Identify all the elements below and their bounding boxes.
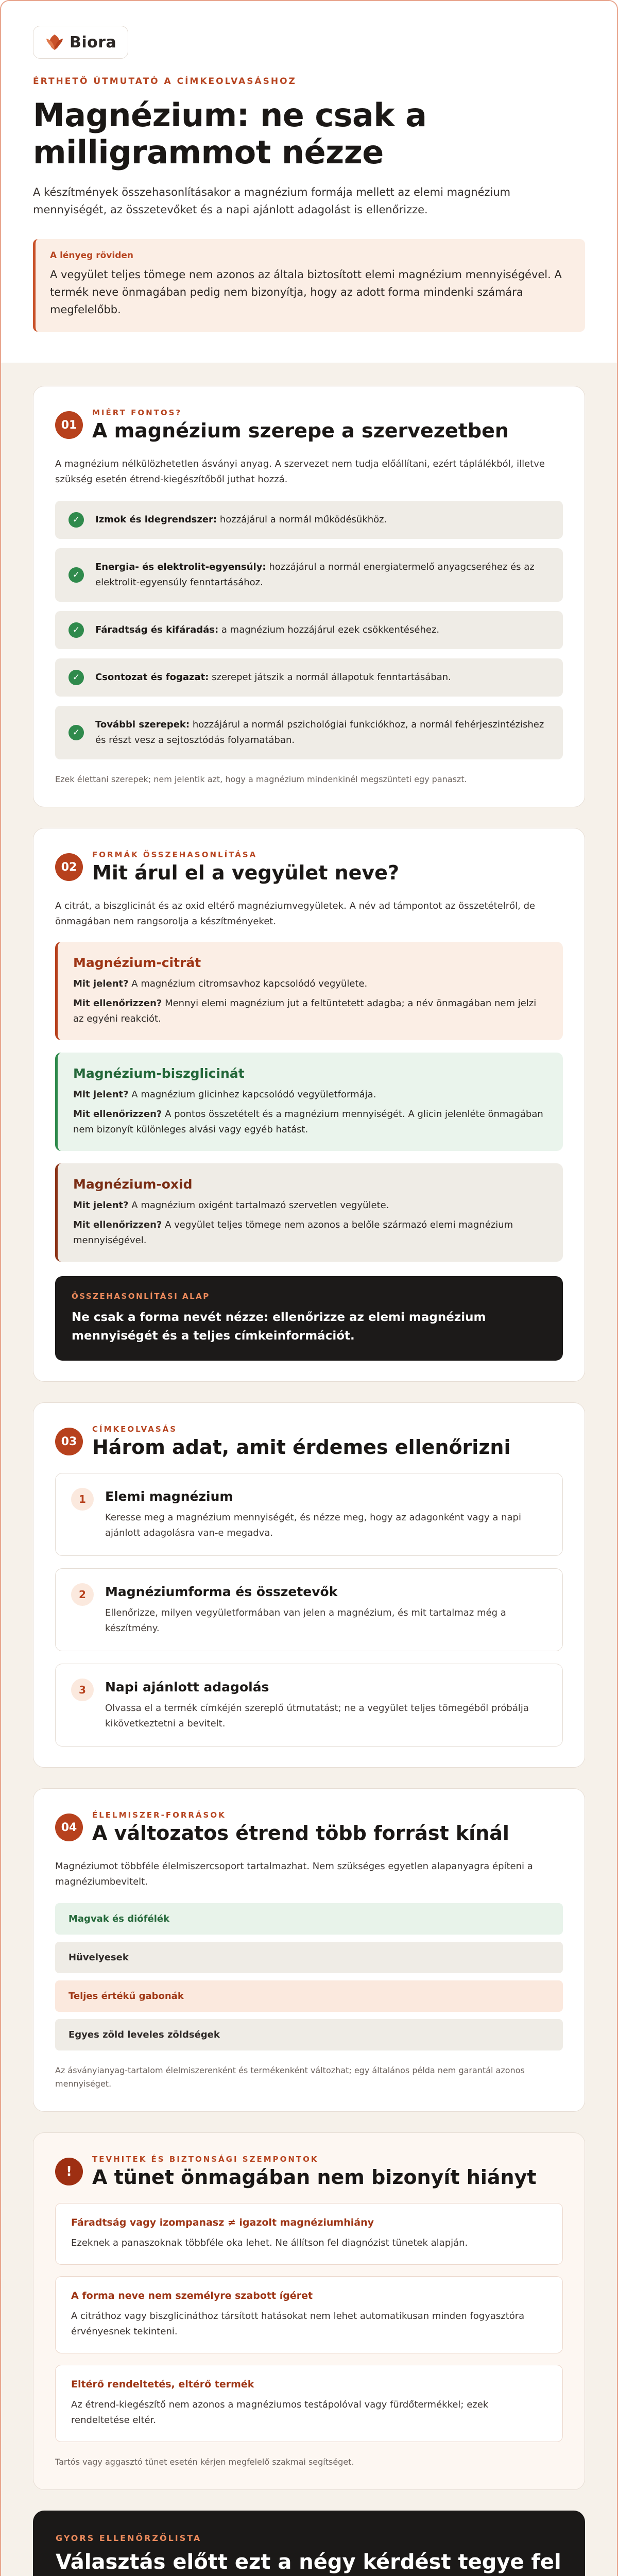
means-label: Mit jelent? <box>73 1089 129 1100</box>
quick-checklist <box>33 2511 585 2576</box>
role-list <box>55 501 563 759</box>
section-forms <box>33 828 585 1382</box>
form-title: Magnézium-biszglicinát <box>73 1066 245 1081</box>
section-note: Az ásványianyag-tartalom élelmiszerenként és termékenként változhat; egy általános példa nem garantál azonos mennyiséget. <box>55 2065 525 2089</box>
check-icon: ✓ <box>68 670 84 685</box>
check-icon: ✓ <box>68 567 84 583</box>
checklist-title: Választás előtt ezt a négy kérdést tegye fel <box>56 2550 561 2574</box>
section-number: 04 <box>55 1814 83 1841</box>
section-eyebrow: FORMÁK ÖSSZEHASONLÍTÁSA <box>92 850 258 859</box>
check-label: Mit ellenőrizzen? <box>73 1109 162 1120</box>
list-item <box>55 548 563 602</box>
item-bold: Izmok és idegrendszer: <box>95 514 217 525</box>
card-title: Magnéziumforma és összetevők <box>105 1584 338 1599</box>
card-title: Eltérő rendeltetés, eltérő termék <box>71 2379 254 2390</box>
myth-card <box>55 2276 563 2353</box>
card-text: A citráthoz vagy biszglicináthoz társított hatásokat nem lehet automatikusan minden fogyasztóra érvényesnek tekinteni. <box>71 2311 525 2337</box>
section-eyebrow: TEVHITEK ÉS BIZTONSÁGI SZEMPONTOK <box>92 2155 319 2164</box>
page-title: Magnézium: ne csak a milligrammot nézze <box>33 96 427 171</box>
section-eyebrow: ÉLELMISZER-FORRÁSOK <box>92 1810 226 1820</box>
section-number: 02 <box>55 853 83 881</box>
card-number: 1 <box>71 1488 94 1511</box>
brand-logo[interactable] <box>33 26 128 59</box>
section-intro: A magnézium nélkülözhetetlen ásványi anyag. A szervezet nem tudja előállítani, ezért táplálékból, illetve szükség esetén étrend-kiegészítőből juthat hozzá. <box>55 459 545 485</box>
section-note: Ezek élettani szerepek; nem jelentik azt, hogy a magnézium mindenkinél megszünteti egy panaszt. <box>55 774 467 784</box>
card-title: Fáradtság vagy izompanasz ≠ igazolt magnéziumhiány <box>71 2217 374 2228</box>
data-card <box>55 1664 563 1747</box>
section-intro: A citrát, a biszglicinát és az oxid eltérő magnéziumvegyületek. A név ad támpontot az összetételről, de önmagában nem rangsorolja a készítményeket. <box>55 901 536 927</box>
list-item: Magvak és diófélék <box>55 1903 563 1935</box>
section-title: Három adat, amit érdemes ellenőrizni <box>92 1436 511 1459</box>
summary-box <box>33 239 585 332</box>
section-myths <box>33 2132 585 2490</box>
section-title: A változatos étrend több forrást kínál <box>92 1822 509 1844</box>
section-intro: Magnéziumot többféle élelmiszercsoport tartalmazhat. Nem szükséges egyetlen alapanyagra építeni a magnéziumbevitelt. <box>55 1861 533 1887</box>
data-card <box>55 1568 563 1651</box>
section-note: Tartós vagy aggasztó tünet esetén kérjen megfelelő szakmai segítséget. <box>55 2457 354 2467</box>
list-item <box>55 611 563 649</box>
card-title: Elemi magnézium <box>105 1489 233 1504</box>
item-text: hozzájárul a normál működésükhöz. <box>217 514 387 525</box>
list-item: Hüvelyesek <box>55 1942 563 1973</box>
form-card-oxide <box>55 1163 563 1262</box>
item-text: a magnézium hozzájárul ezek csökkentéséhez. <box>218 624 440 635</box>
list-item <box>55 706 563 759</box>
section-eyebrow: CÍMKEOLVASÁS <box>92 1425 178 1434</box>
section-title: A magnézium szerepe a szervezetben <box>92 419 509 442</box>
brand-name: Biora <box>70 33 117 52</box>
item-text: hozzájárul a normál energiatermelő anyagcseréhez és az elektrolit-egyensúly fenntartásához. <box>95 562 535 588</box>
card-text: Az étrend-kiegészítő nem azonos a magnéziumos testápolóval vagy fürdőtermékkel; ezek rendeltetése eltér. <box>71 2399 489 2426</box>
card-number: 3 <box>71 1679 94 1701</box>
card-text: Ezeknek a panaszoknak többféle oka lehet. Ne állítson fel diagnózist tünetek alapján. <box>71 2238 468 2248</box>
item-text: hozzájárul a normál pszichológiai funkciókhoz, a normál fehérjeszintézishez és részt vesz a sejtosztódás folyamatában. <box>95 719 544 745</box>
source-list <box>55 1903 563 2050</box>
card-text: Olvassa el a termék címkéjén szereplő útmutatást; ne a vegyület teljes tömegéből próbálja kikövetkeztetni a bevitelt. <box>105 1703 529 1729</box>
check-icon: ✓ <box>68 725 84 740</box>
means-label: Mit jelent? <box>73 978 129 989</box>
item-bold: Fáradtság és kifáradás: <box>95 624 219 635</box>
list-item: Teljes értékű gabonák <box>55 1980 563 2012</box>
section-eyebrow: MIÉRT FONTOS? <box>92 408 182 417</box>
list-item <box>55 501 563 539</box>
summary-label: A lényeg röviden <box>50 250 134 261</box>
form-card-bisglycinate <box>55 1053 563 1151</box>
form-title: Magnézium-citrát <box>73 955 201 970</box>
means-text: A magnézium citromsavhoz kapcsolódó vegyülete. <box>128 978 368 989</box>
comparison-basis-box <box>55 1276 563 1361</box>
section-title: A tünet önmagában nem bizonyít hiányt <box>92 2166 537 2189</box>
section-label-reading <box>33 1402 585 1768</box>
hero <box>1 1 617 363</box>
hero-eyebrow: ÉRTHETŐ ÚTMUTATÓ A CÍMKEOLVASÁSHOZ <box>33 76 297 87</box>
card-number: 2 <box>71 1583 94 1606</box>
warning-icon: ! <box>55 2158 83 2185</box>
summary-text: A vegyület teljes tömege nem azonos az általa biztosított elemi magnézium mennyiségével. A termék neve önmagában pedig nem bizonyítja, hogy az adott forma mindenki számára megfelelőbb. <box>50 268 562 316</box>
section-number: 01 <box>55 411 83 439</box>
check-text: Mennyi elemi magnézium jut a feltüntetett adagba; a név önmagában nem jelzi az egyéni reakciót. <box>73 998 537 1024</box>
check-icon: ✓ <box>68 512 84 528</box>
means-label: Mit jelent? <box>73 1200 129 1211</box>
means-text: A magnézium oxigént tartalmazó szervetlen vegyülete. <box>128 1200 389 1211</box>
item-bold: További szerepek: <box>95 719 190 730</box>
basis-label: ÖSSZEHASONLÍTÁSI ALAP <box>72 1292 210 1301</box>
item-bold: Csontozat és fogazat: <box>95 672 209 683</box>
check-icon: ✓ <box>68 622 84 638</box>
data-card <box>55 1473 563 1556</box>
card-text: Ellenőrizze, milyen vegyületformában van jelen a magnézium, és mit tartalmaz még a készítmény. <box>105 1607 506 1634</box>
myth-card <box>55 2365 563 2442</box>
card-title: A forma neve nem személyre szabott ígéret <box>71 2290 313 2301</box>
hero-lede: A készítmények összehasonlításakor a magnézium formája mellett az elemi magnézium mennyiségét, az összetevőket és a napi ajánlott adagolást is ellenőrizze. <box>33 186 511 216</box>
list-item <box>55 658 563 697</box>
check-label: Mit ellenőrizzen? <box>73 1219 162 1230</box>
section-role <box>33 386 585 807</box>
item-bold: Energia- és elektrolit-egyensúly: <box>95 562 266 572</box>
basis-text: Ne csak a forma nevét nézze: ellenőrizze az elemi magnézium mennyiségét és a teljes címkeinformációt. <box>72 1311 486 1343</box>
list-item: Egyes zöld leveles zöldségek <box>55 2019 563 2050</box>
leaf-icon <box>45 32 64 52</box>
checklist-eyebrow: GYORS ELLENŐRZŐLISTA <box>56 2533 202 2543</box>
section-number: 03 <box>55 1428 83 1455</box>
check-text: A pontos összetételt és a magnézium mennyiségét. A glicin jelenléte önmagában nem bizonyít különleges alvási vagy egyéb hatást. <box>73 1109 543 1135</box>
means-text: A magnézium glicinhez kapcsolódó vegyületformája. <box>128 1089 376 1100</box>
card-title: Napi ajánlott adagolás <box>105 1680 269 1694</box>
check-label: Mit ellenőrizzen? <box>73 998 162 1009</box>
check-text: A vegyület teljes tömege nem azonos a belőle származó elemi magnézium mennyiségével. <box>73 1219 513 1246</box>
form-card-citrate <box>55 942 563 1040</box>
myth-card <box>55 2203 563 2265</box>
item-text: szerepet játszik a normál állapotuk fenntartásában. <box>209 672 451 683</box>
form-title: Magnézium-oxid <box>73 1177 193 1192</box>
section-food-sources <box>33 1788 585 2112</box>
section-title: Mit árul el a vegyület neve? <box>92 861 399 884</box>
card-text: Keresse meg a magnézium mennyiségét, és nézze meg, hogy az adagonként vagy a napi ajánlott adagolásra van-e megadva. <box>105 1512 521 1538</box>
